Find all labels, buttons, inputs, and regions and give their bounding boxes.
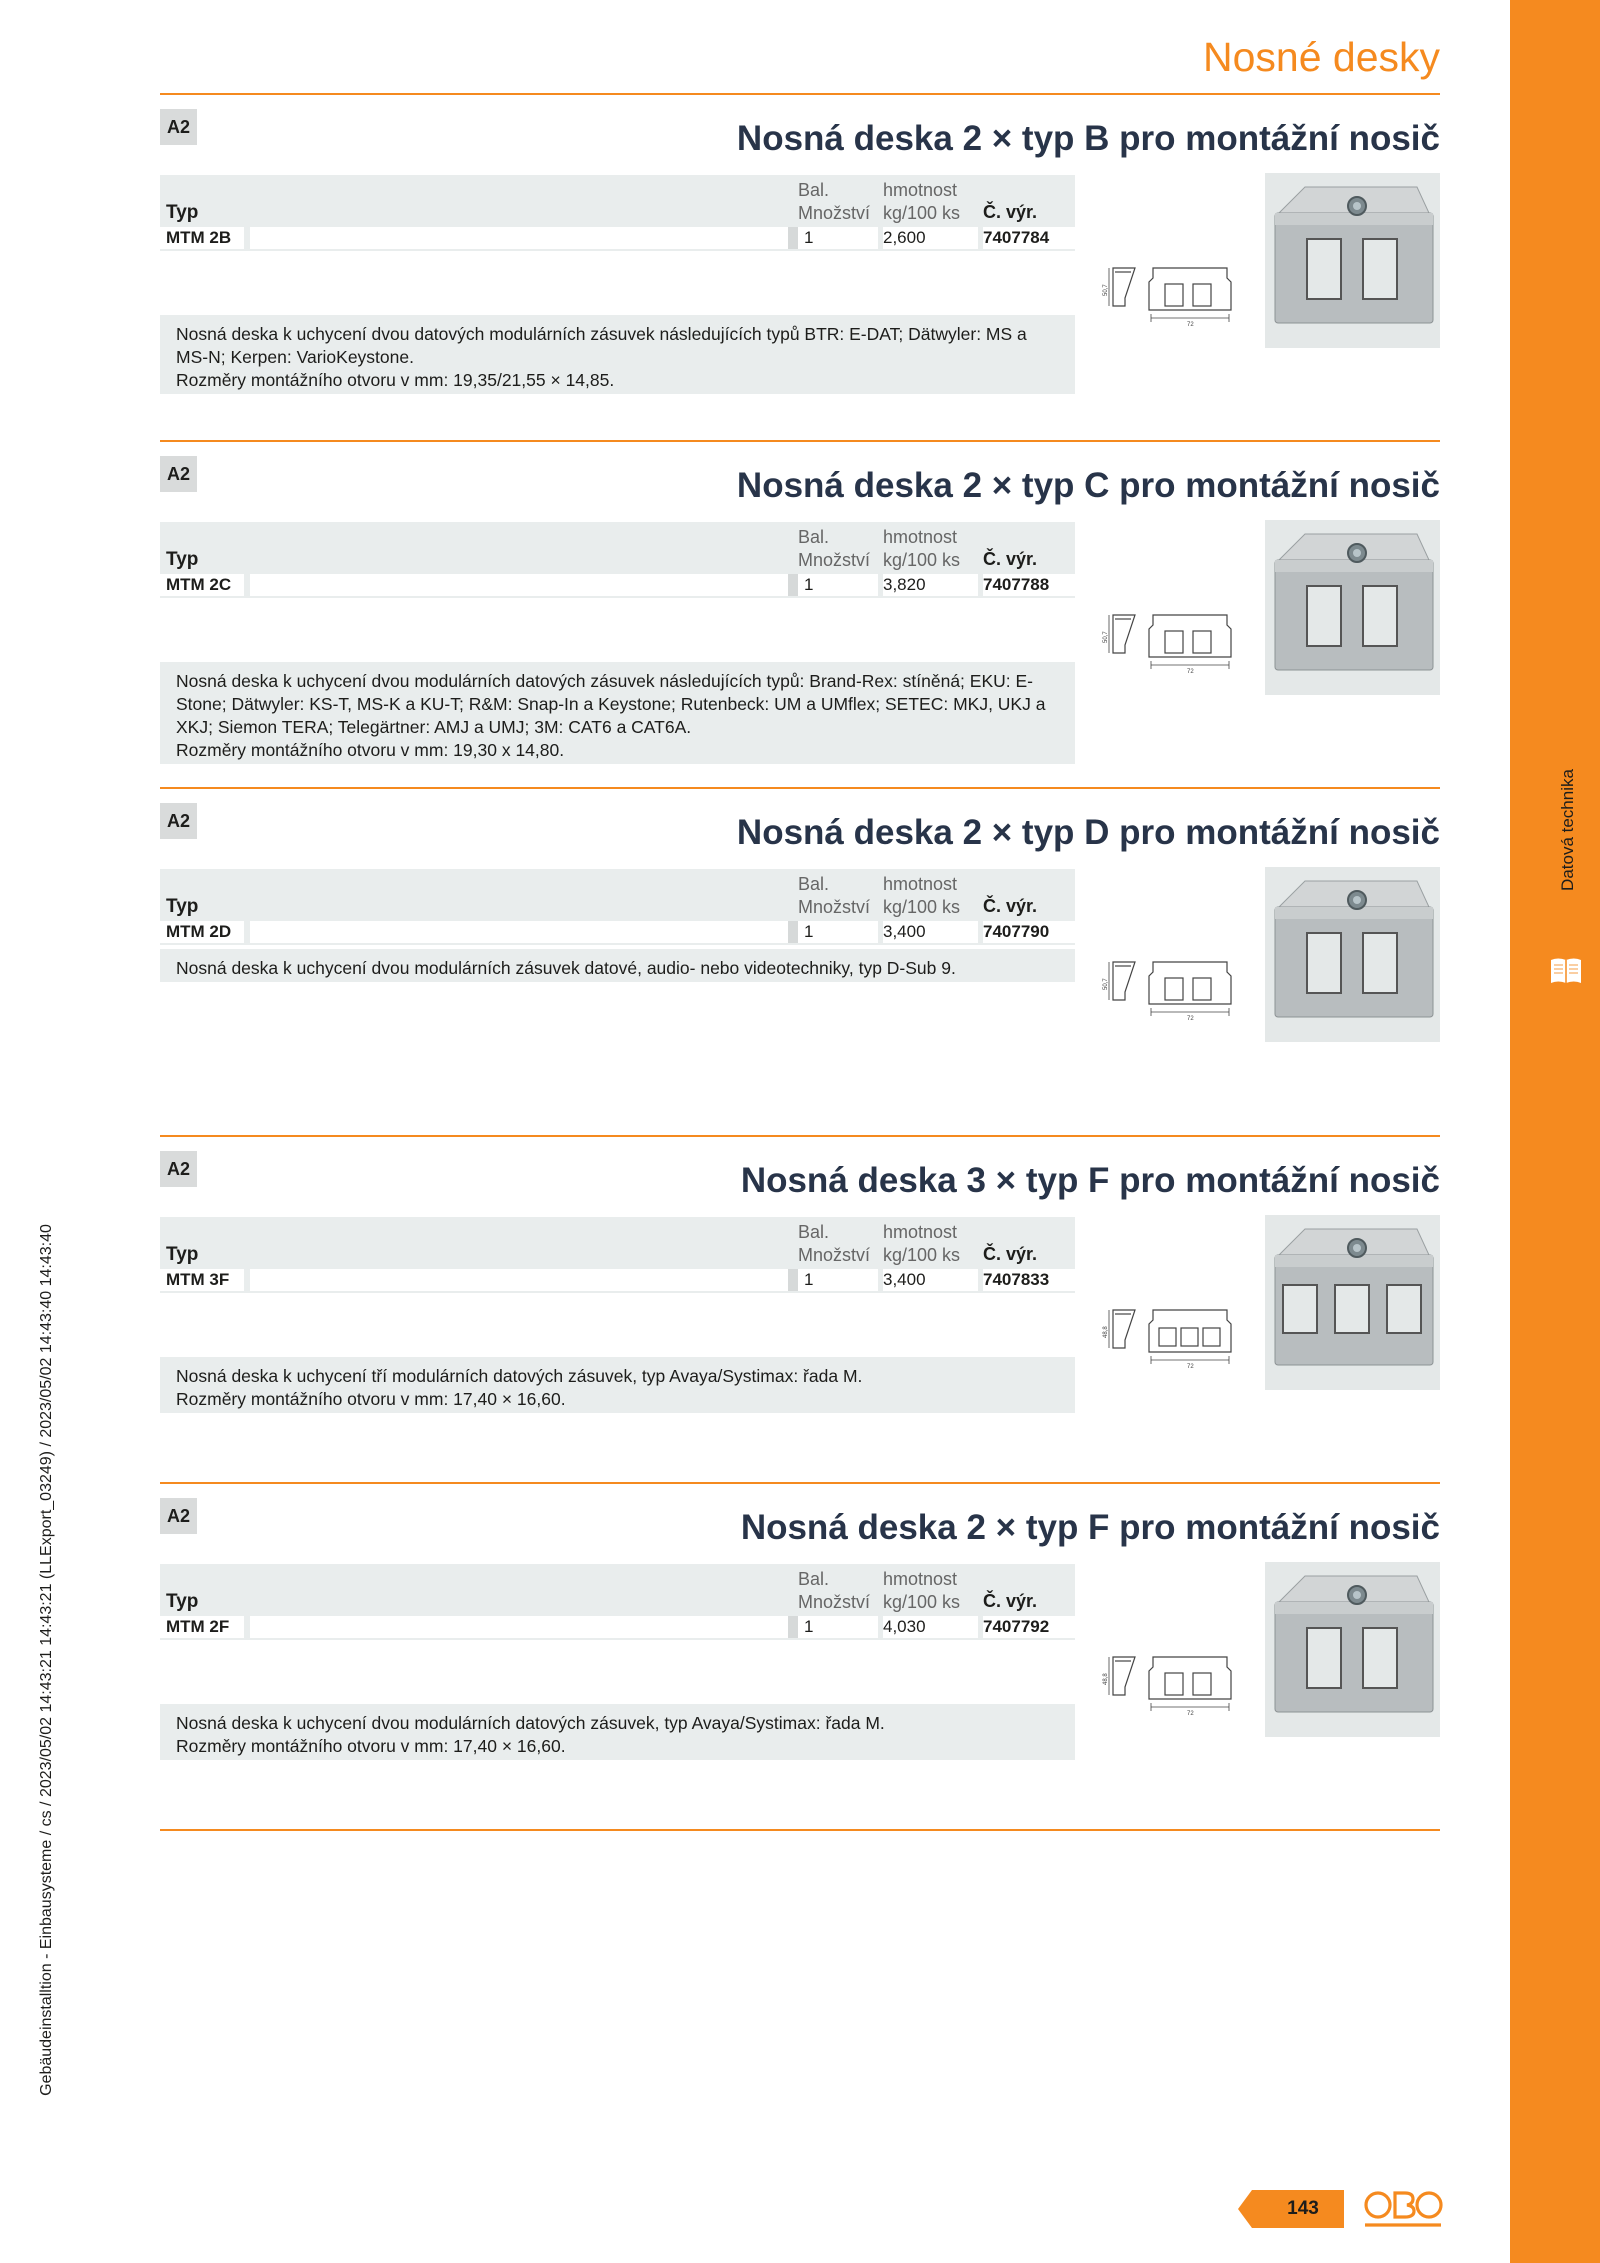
column-header-bal: [798, 873, 878, 919]
technical-drawing: [1105, 1290, 1255, 1382]
product-photo: [1265, 1562, 1440, 1737]
column-header-weight: [883, 526, 960, 572]
column-header-bal: [798, 526, 878, 572]
product-heading: Nosná deska 2 × typ F pro montážní nosič: [740, 1508, 1440, 1547]
column-header-typ: Typ: [166, 549, 199, 570]
cell-quantity: 1: [798, 574, 878, 596]
description-line: Rozměry montážního otvoru v mm: 19,35/21,55 × 14,85.: [176, 370, 615, 390]
cell-blank: [250, 227, 788, 249]
column-header-bal-line2: Množství: [798, 897, 871, 917]
dimension-height-label: 50,7: [1103, 631, 1109, 643]
cell-separator: [788, 227, 798, 249]
product-description: [160, 949, 1075, 982]
cell-quantity: 1: [798, 1616, 878, 1638]
cell-weight: 3,820: [883, 574, 978, 596]
product-heading: Nosná deska 2 × typ D pro montážní nosič: [736, 813, 1440, 852]
column-header-bal-line2: Množství: [798, 1592, 871, 1612]
section-tag: A2: [160, 456, 197, 492]
column-header-weight-line1: hmotnost: [883, 1569, 958, 1589]
column-header-bal: [798, 179, 878, 225]
cell-article-number: 7407788: [983, 574, 1075, 596]
description-line: Nosná deska k uchycení tří modulárních datových zásuvek, typ Avaya/Systimax: řada M.: [176, 1366, 863, 1386]
column-header-weight: [883, 179, 960, 225]
column-header-weight-line1: hmotnost: [883, 180, 958, 200]
technical-drawing: [1105, 942, 1255, 1034]
product-section: [160, 1494, 1440, 1794]
column-header-bal: [798, 1568, 878, 1614]
technical-drawing: [1105, 1637, 1255, 1729]
product-section: [160, 105, 1440, 405]
cell-article-number: 7407784: [983, 227, 1075, 249]
product-description: [160, 662, 1075, 764]
product-table: [160, 869, 1075, 945]
cell-weight: 3,400: [883, 1269, 978, 1291]
product-table: [160, 1217, 1075, 1293]
section-divider: [160, 787, 1440, 789]
column-header-bal-line2: Množství: [798, 203, 871, 223]
column-header-weight: [883, 1568, 960, 1614]
product-table: [160, 522, 1075, 598]
column-header-article-number: Č. výr.: [983, 1244, 1038, 1264]
section-divider: [160, 1482, 1440, 1484]
column-header-bal-line2: Množství: [798, 1245, 871, 1265]
cell-blank: [250, 574, 788, 596]
column-header-typ: Typ: [166, 896, 199, 917]
section-tag: A2: [160, 1498, 197, 1534]
technical-drawing: [1105, 595, 1255, 687]
cell-article-number: 7407792: [983, 1616, 1075, 1638]
product-heading: Nosná deska 2 × typ C pro montážní nosič: [736, 466, 1440, 505]
product-heading: Nosná deska 3 × typ F pro montážní nosič: [740, 1161, 1440, 1200]
dimension-width-label: 72: [1187, 669, 1194, 675]
product-section: [160, 1147, 1440, 1447]
cell-quantity: 1: [798, 1269, 878, 1291]
cell-article-number: 7407790: [983, 921, 1075, 943]
column-header-weight-line2: kg/100 ks: [883, 897, 961, 917]
column-header-bal-line1: Bal.: [798, 180, 830, 200]
column-header-typ: Typ: [166, 1244, 199, 1265]
description-line: Nosná deska k uchycení dvou modulárních datových zásuvek následujících typů: Brand-Rex: stíněná; EKU: E-: [176, 671, 1033, 691]
table-row: [160, 574, 1075, 598]
cell-weight: 2,600: [883, 227, 978, 249]
product-table: [160, 1564, 1075, 1640]
book-icon: [1549, 956, 1583, 986]
cell-blank: [250, 1616, 788, 1638]
cell-article-number: 7407833: [983, 1269, 1075, 1291]
table-row: [160, 921, 1075, 945]
section-divider: [160, 440, 1440, 442]
column-header-bal-line1: Bal.: [798, 527, 830, 547]
dimension-width-label: 72: [1187, 322, 1194, 328]
dimension-height-label: 50,7: [1103, 284, 1109, 296]
column-header-weight-line1: hmotnost: [883, 527, 958, 547]
cell-type: MTM 3F: [160, 1269, 244, 1291]
column-header-bal-line1: Bal.: [798, 1569, 830, 1589]
product-heading: Nosná deska 2 × typ B pro montážní nosič: [736, 119, 1440, 158]
description-line: Rozměry montážního otvoru v mm: 17,40 × 16,60.: [176, 1389, 566, 1409]
cell-weight: 4,030: [883, 1616, 978, 1638]
description-line: MS-N; Kerpen: VarioKeystone.: [176, 347, 414, 367]
cell-separator: [788, 921, 798, 943]
product-section: [160, 799, 1440, 1099]
product-photo: [1265, 520, 1440, 695]
sidebar-label: Datová technika: [1558, 769, 1577, 891]
section-tag: A2: [160, 803, 197, 839]
column-header-weight: [883, 873, 960, 919]
description-line: Stone; Dätwyler: KS-T, MS-K a KU-T; R&M: Snap-In a Keystone; Rutenbeck: UM a UMflex; SETEC: MKJ, UKJ a: [176, 694, 1046, 714]
section-tag: A2: [160, 109, 197, 145]
dimension-width-label: 72: [1187, 1364, 1194, 1370]
footer-print-info: Gebäudeinstalltion - Einbausysteme / cs / 2023/05/02 14:43:21 14:43:21 (LLExport_03249) / 2023/05/02 14:43:40 14:43:40: [38, 1224, 55, 2096]
column-header-weight-line2: kg/100 ks: [883, 203, 961, 223]
dimension-width-label: 72: [1187, 1016, 1194, 1022]
page-number: 143: [1287, 2198, 1319, 2219]
cell-separator: [788, 1616, 798, 1638]
obo-logo: [1363, 2188, 1443, 2230]
column-header-weight-line1: hmotnost: [883, 874, 958, 894]
description-line: XKJ; Siemon TERA; Telegärtner: AMJ a UMJ; 3M: CAT6 a CAT6A.: [176, 717, 692, 737]
section-divider: [160, 93, 1440, 95]
product-description: [160, 1357, 1075, 1413]
cell-type: MTM 2C: [160, 574, 244, 596]
section-tag: A2: [160, 1151, 197, 1187]
column-header-weight-line2: kg/100 ks: [883, 550, 961, 570]
product-section: [160, 452, 1440, 760]
table-row: [160, 1269, 1075, 1293]
column-header-bal-line1: Bal.: [798, 874, 830, 894]
dimension-height-label: 48,8: [1103, 1326, 1109, 1338]
column-header-weight-line2: kg/100 ks: [883, 1245, 961, 1265]
product-description: [160, 315, 1075, 394]
column-header-bal-line2: Množství: [798, 550, 871, 570]
product-description: [160, 1704, 1075, 1760]
column-header-weight-line2: kg/100 ks: [883, 1592, 961, 1612]
product-photo: [1265, 1215, 1440, 1390]
table-row: [160, 227, 1075, 251]
dimension-height-label: 48,8: [1103, 1673, 1109, 1685]
dimension-height-label: 50,7: [1103, 978, 1109, 990]
column-header-typ: Typ: [166, 1591, 199, 1612]
cell-type: MTM 2D: [160, 921, 244, 943]
page-title: Nosné desky: [1202, 34, 1440, 80]
section-divider: [160, 1829, 1440, 1831]
description-line: Rozměry montážního otvoru v mm: 17,40 × 16,60.: [176, 1736, 566, 1756]
column-header-article-number: Č. výr.: [983, 549, 1038, 569]
dimension-width-label: 72: [1187, 1711, 1194, 1717]
description-line: Nosná deska k uchycení dvou datových modulárních zásuvek následujících typů BTR: E-DAT; Dätwyler: MS a: [176, 324, 1027, 344]
cell-quantity: 1: [798, 921, 878, 943]
cell-type: MTM 2F: [160, 1616, 244, 1638]
cell-separator: [788, 574, 798, 596]
description-line: Rozměry montážního otvoru v mm: 19,30 x 14,80.: [176, 740, 565, 760]
column-header-weight: [883, 1221, 960, 1267]
cell-separator: [788, 1269, 798, 1291]
description-line: Nosná deska k uchycení dvou modulárních datových zásuvek, typ Avaya/Systimax: řada M.: [176, 1713, 885, 1733]
column-header-article-number: Č. výr.: [983, 202, 1038, 222]
column-header-weight-line1: hmotnost: [883, 1222, 958, 1242]
product-table: [160, 175, 1075, 251]
cell-blank: [250, 1269, 788, 1291]
column-header-article-number: Č. výr.: [983, 1591, 1038, 1611]
cell-quantity: 1: [798, 227, 878, 249]
column-header-article-number: Č. výr.: [983, 896, 1038, 916]
sidebar-strip: [1510, 0, 1600, 2263]
cell-blank: [250, 921, 788, 943]
column-header-bal-line1: Bal.: [798, 1222, 830, 1242]
product-photo: [1265, 173, 1440, 348]
technical-drawing: [1105, 248, 1255, 340]
description-line: Nosná deska k uchycení dvou modulárních zásuvek datové, audio- nebo videotechniky, typ D-Sub 9.: [176, 958, 956, 978]
column-header-bal: [798, 1221, 878, 1267]
column-header-typ: Typ: [166, 202, 199, 223]
section-divider: [160, 1135, 1440, 1137]
table-row: [160, 1616, 1075, 1640]
cell-type: MTM 2B: [160, 227, 244, 249]
product-photo: [1265, 867, 1440, 1042]
cell-weight: 3,400: [883, 921, 978, 943]
